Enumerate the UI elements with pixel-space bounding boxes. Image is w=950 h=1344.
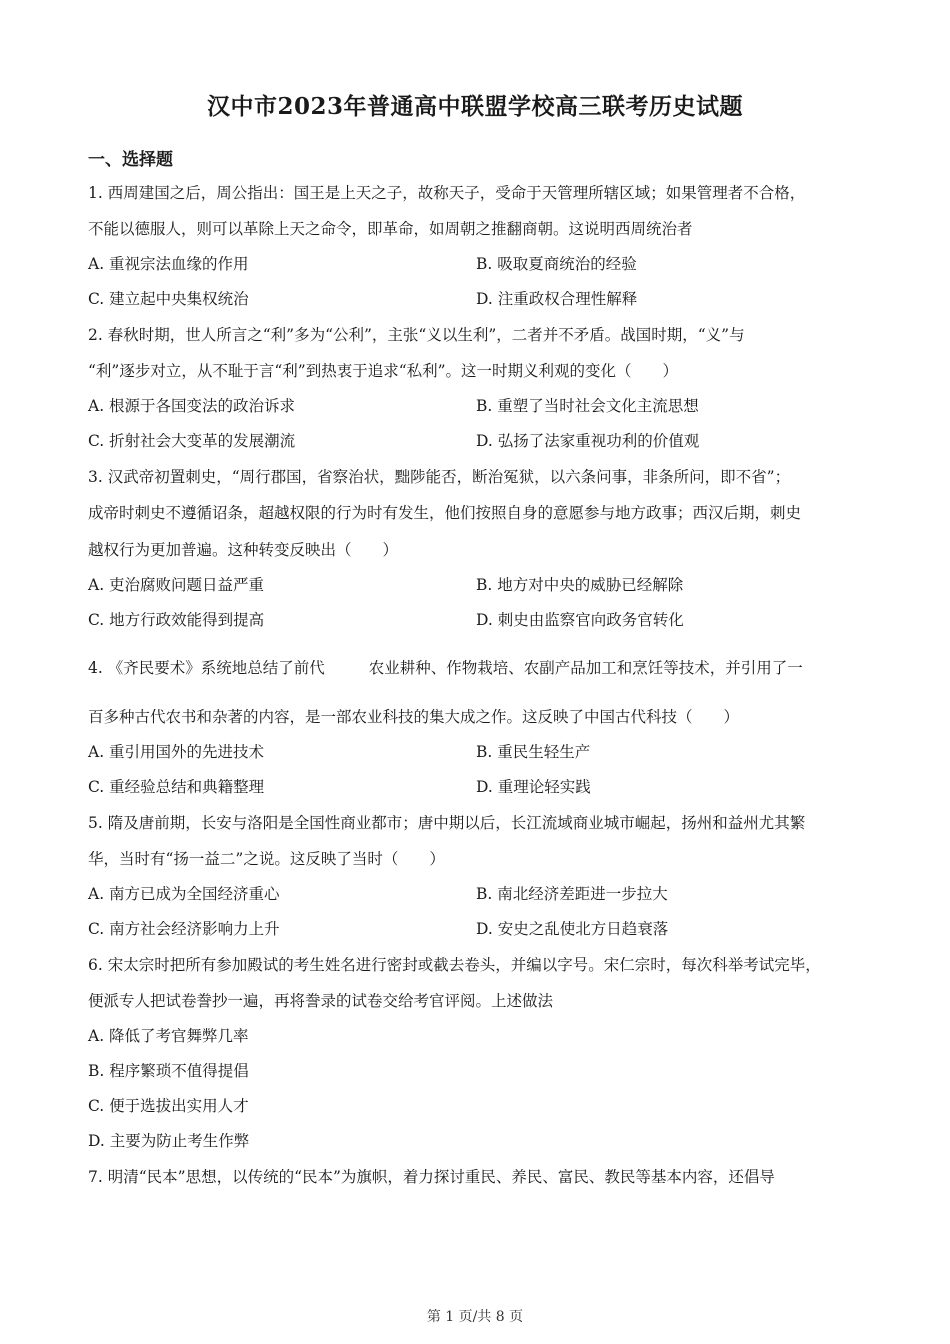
question-5-line-1: 5. 隋及唐前期，长安与洛阳是全国性商业都市；唐中期以后，长江流域商业城市崛起，扬州和益州尤其繁 <box>88 814 806 832</box>
question-2-option-c: C. 折射社会大变革的发展潮流 <box>88 432 296 450</box>
question-4-line-1-start: 4. 《齐民要术》系统地总结了前代 <box>88 659 325 677</box>
question-1-option-d: D. 注重政权合理性解释 <box>476 290 638 308</box>
question-3-option-a: A. 吏治腐败问题日益严重 <box>88 576 265 594</box>
question-4-option-a: A. 重引用国外的先进技术 <box>88 743 265 761</box>
question-6-option-a: A. 降低了考官舞弊几率 <box>88 1027 249 1045</box>
question-4-line-1-end: 农业耕种、作物栽培、农副产品加工和烹饪等技术，并引用了一 <box>368 659 803 677</box>
question-5-option-a: A. 南方已成为全国经济重心 <box>88 885 280 903</box>
question-3-option-d: D. 刺史由监察官向政务官转化 <box>476 611 684 629</box>
question-3-option-b: B. 地方对中央的威胁已经解除 <box>476 576 684 594</box>
question-5-option-b: B. 南北经济差距进一步拉大 <box>476 885 668 903</box>
question-3-option-c: C. 地方行政效能得到提高 <box>88 611 265 629</box>
question-3-line-1: 3. 汉武帝初置刺史，“周行郡国，省察治状，黜陟能否，断治冤狱，以六条问事，非条所问，即不省”； <box>88 468 791 486</box>
question-1-option-c: C. 建立起中央集权统治 <box>88 290 249 308</box>
question-1-line-2: 不能以德服人，则可以革除上天之命令，即革命，如周朝之推翻商朝。这说明西周统治者 <box>88 220 693 238</box>
question-5-option-c: C. 南方社会经济影响力上升 <box>88 920 280 938</box>
question-2-option-b: B. 重塑了当时社会文化主流思想 <box>476 397 699 415</box>
question-6-option-d: D. 主要为防止考生作弊 <box>88 1132 250 1150</box>
page-title: 汉中市2023年普通高中联盟学校高三联考历史试题 <box>206 93 743 120</box>
question-4-line-1 <box>88 658 868 678</box>
question-6-line-1: 6. 宋太宗时把所有参加殿试的考生姓名进行密封或截去卷头，并编以字号。宋仁宗时，每次科举考试完毕， <box>88 956 821 974</box>
question-3-line-2: 成帝时刺史不遵循诏条，超越权限的行为时有发生，他们按照自身的意愿参与地方政事；西汉后期，刺史 <box>88 504 802 522</box>
question-2-option-a: A. 根源于各国变法的政治诉求 <box>88 397 296 415</box>
question-4-option-d: D. 重理论轻实践 <box>476 778 591 796</box>
question-3-line-3: 越权行为更加普遍。这种转变反映出（ ） <box>88 541 399 559</box>
question-1-line-1: 1. 西周建国之后，周公指出：国王是上天之子，故称天子，受命于天管理所辖区域；如果管理者不合格， <box>88 184 806 202</box>
question-1-option-b: B. 吸取夏商统治的经验 <box>476 255 637 273</box>
question-5-option-d: D. 安史之乱使北方日趋衰落 <box>476 920 669 938</box>
page-footer: 第 1 页/共 8 页 <box>426 1309 524 1325</box>
question-7-line-1: 7. 明清“民本”思想，以传统的“民本”为旗帜，着力探讨重民、养民、富民、教民等基本内容，还倡导 <box>88 1168 775 1186</box>
question-4-option-c: C. 重经验总结和典籍整理 <box>88 778 265 796</box>
question-2-option-d: D. 弘扬了法家重视功利的价值观 <box>476 432 700 450</box>
question-6-option-b: B. 程序繁琐不值得提倡 <box>88 1062 249 1080</box>
question-4-option-b: B. 重民生轻生产 <box>476 743 591 761</box>
question-5-line-2: 华，当时有“扬一益二”之说。这反映了当时（ ） <box>88 850 445 868</box>
question-4-line-2: 百多种古代农书和杂著的内容，是一部农业科技的集大成之作。这反映了中国古代科技（ ） <box>88 708 740 726</box>
question-6-option-c: C. 便于选拔出实用人才 <box>88 1097 249 1115</box>
question-1-option-a: A. 重视宗法血缘的作用 <box>88 255 249 273</box>
section-heading: 一、选择题 <box>88 150 173 170</box>
question-6-line-2: 便派专人把试卷誊抄一遍，再将誊录的试卷交给考官评阅。上述做法 <box>88 992 554 1010</box>
question-2-line-1: 2. 春秋时期，世人所言之“利”多为“公利”，主张“义以生利”，二者并不矛盾。战国时期，“义”与 <box>88 326 745 344</box>
question-2-line-2: “利”逐步对立，从不耻于言“利”到热衷于追求“私利”。这一时期义利观的变化（ ） <box>88 362 679 380</box>
